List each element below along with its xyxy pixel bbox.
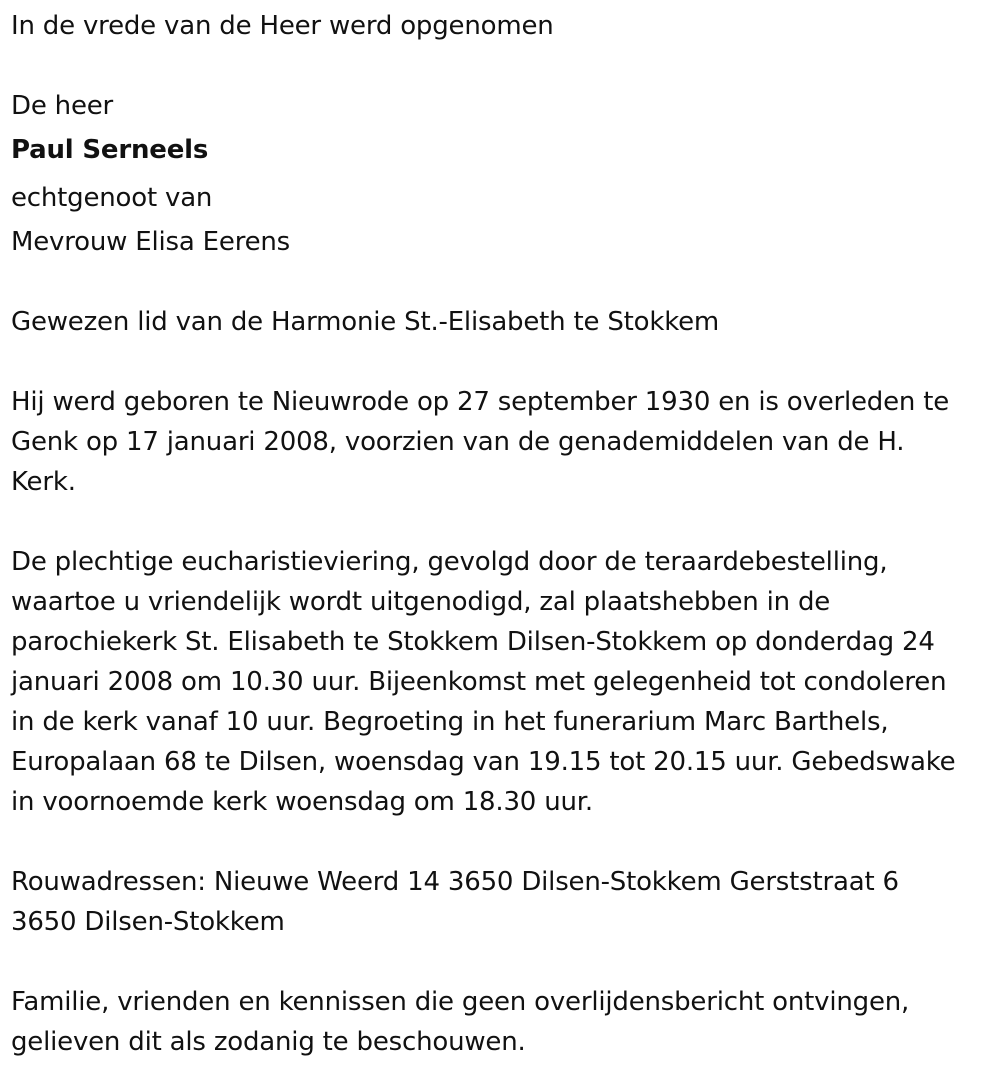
spacer (11, 342, 996, 382)
paragraph-line: Familie, vrienden en kennissen die geen overlijdensbericht ontvingen, (11, 987, 910, 1017)
paragraph-line: Kerk. (11, 467, 76, 497)
paragraph-line: Rouwadressen: Nieuwe Weerd 14 3650 Dilsen-Stokkem Gerststraat 6 (11, 867, 899, 897)
relation-text: echtgenoot van (11, 183, 213, 213)
spacer (11, 46, 996, 86)
paragraph-line: in voornoemde kerk woensdag om 18.30 uur. (11, 787, 593, 817)
paragraph-line: Europalaan 68 te Dilsen, woensdag van 19.15 tot 20.15 uur. Gebedswake (11, 747, 956, 777)
spacer (11, 502, 996, 542)
addresses-paragraph (11, 862, 996, 942)
paragraph-line: januari 2008 om 10.30 uur. Bijeenkomst met gelegenheid tot condoleren (11, 667, 947, 697)
paragraph-line: waartoe u vriendelijk wordt uitgenodigd, zal plaatshebben in de (11, 587, 831, 617)
spacer (11, 942, 996, 982)
death-notice (11, 6, 996, 1062)
paragraph-line: Hij werd geboren te Nieuwrode op 27 september 1930 en is overleden te (11, 387, 950, 417)
spacer (11, 262, 996, 302)
paragraph-line: Genk op 17 januari 2008, voorzien van de genademiddelen van de H. (11, 427, 905, 457)
spouse-name: Mevrouw Elisa Eerens (11, 227, 291, 257)
salutation: De heer (11, 91, 114, 121)
paragraph-line: parochiekerk St. Elisabeth te Stokkem Dilsen-Stokkem op donderdag 24 (11, 627, 935, 657)
paragraph-line: De plechtige eucharistieviering, gevolgd door de teraardebestelling, (11, 547, 888, 577)
paragraph-line: in de kerk vanaf 10 uur. Begroeting in het funerarium Marc Barthels, (11, 707, 889, 737)
paragraph-line: gelieven dit als zodanig te beschouwen. (11, 1027, 526, 1057)
membership-text: Gewezen lid van de Harmonie St.-Elisabeth te Stokkem (11, 307, 720, 337)
paragraph-line: 3650 Dilsen-Stokkem (11, 907, 285, 937)
deceased-name: Paul Serneels (11, 135, 209, 165)
intro-text: In de vrede van de Heer werd opgenomen (11, 11, 554, 41)
spacer (11, 822, 996, 862)
ceremony-paragraph (11, 542, 996, 822)
birth-death-paragraph (11, 382, 996, 502)
closing-paragraph (11, 982, 996, 1062)
